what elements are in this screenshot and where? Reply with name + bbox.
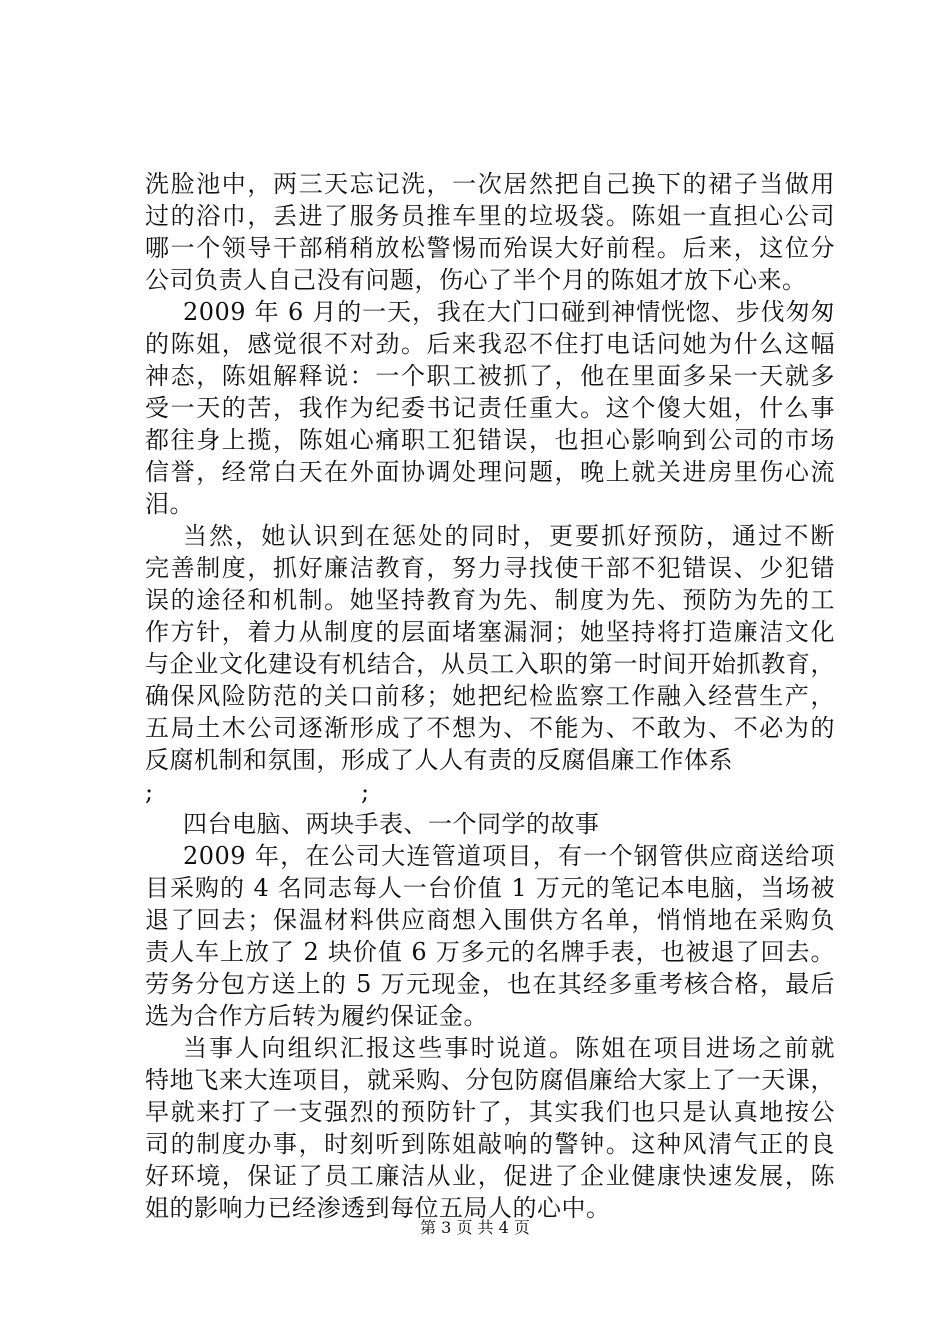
- paragraph-line: 好环境，保证了员工廉洁从业，促进了企业健康快速发展，陈: [145, 1162, 835, 1190]
- trailing-semicolons: [145, 776, 835, 808]
- document-body: [145, 168, 835, 1224]
- paragraph-line: 受一天的苦，我作为纪委书记责任重大。这个傻大姐，什么事: [145, 394, 835, 422]
- paragraph-line: 公司负责人自己没有问题，伤心了半个月的陈姐才放下心来。: [145, 266, 807, 294]
- semicolon-mark: ;: [145, 778, 154, 806]
- paragraph: [145, 296, 835, 520]
- paragraph: [145, 808, 835, 840]
- page-footer: 第 3 页 共 4 页: [420, 1218, 530, 1237]
- paragraph-line: 与企业文化建设有机结合，从员工入职的第一时间开始抓教育，: [145, 650, 835, 678]
- paragraph-line: 劳务分包方送上的 5 万元现金，也在其经多重考核合格，最后: [145, 970, 835, 998]
- paragraph-line: 泪。: [145, 490, 194, 518]
- paragraph-line: 退了回去；保温材料供应商想入围供方名单，悄悄地在采购负: [145, 906, 835, 934]
- paragraph-line: 神态，陈姐解释说：一个职工被抓了，他在里面多呆一天就多: [145, 362, 835, 390]
- paragraph-line: 的陈姐，感觉很不对劲。后来我忍不住打电话问她为什么这幅: [145, 330, 835, 358]
- paragraph-line: 选为合作方后转为履约保证金。: [145, 1002, 488, 1030]
- paragraph-line: 姐的影响力已经渗透到每位五局人的心中。: [145, 1194, 611, 1222]
- paragraph-line: 信誉，经常白天在外面协调处理问题，晚上就关进房里伤心流: [145, 458, 835, 486]
- paragraph-line: 都往身上揽，陈姐心痛职工犯错误，也担心影响到公司的市场: [145, 426, 835, 454]
- paragraph: [145, 1032, 835, 1224]
- paragraph-line: 洗脸池中，两三天忘记洗，一次居然把自己换下的裙子当做用: [145, 170, 835, 198]
- paragraph-line: 早就来打了一支强烈的预防针了，其实我们也只是认真地按公: [145, 1098, 835, 1126]
- paragraph-line: 哪一个领导干部稍稍放松警惕而殆误大好前程。后来，这位分: [145, 234, 835, 262]
- semicolon-mark: ;: [361, 778, 370, 806]
- paragraph-line: 作方针，着力从制度的层面堵塞漏洞；她坚持将打造廉洁文化: [145, 618, 835, 646]
- paragraph-line: 五局土木公司逐渐形成了不想为、不能为、不敢为、不必为的: [145, 714, 835, 742]
- paragraph: [145, 168, 835, 296]
- paragraph-line: 过的浴巾，丢进了服务员推车里的垃圾袋。陈姐一直担心公司: [145, 202, 835, 230]
- paragraph-line: 当事人向组织汇报这些事时说道。陈姐在项目进场之前就: [183, 1034, 835, 1062]
- paragraph: [145, 840, 835, 1032]
- paragraph: [145, 520, 835, 808]
- paragraph-line: 确保风险防范的关口前移；她把纪检监察工作融入经营生产，: [145, 682, 835, 710]
- paragraph-line: 误的途径和机制。她坚持教育为先、制度为先、预防为先的工: [145, 586, 835, 614]
- paragraph-line: 完善制度，抓好廉洁教育，努力寻找使干部不犯错误、少犯错: [145, 554, 835, 582]
- paragraph-line: 2009 年，在公司大连管道项目，有一个钢管供应商送给项: [183, 842, 835, 870]
- paragraph-line: 特地飞来大连项目，就采购、分包防腐倡廉给大家上了一天课，: [145, 1066, 835, 1094]
- paragraph-line: 反腐机制和氛围，形成了人人有责的反腐倡廉工作体系: [145, 746, 733, 774]
- paragraph-line: 四台电脑、两块手表、一个同学的故事: [183, 810, 600, 838]
- paragraph-line: 司的制度办事，时刻听到陈姐敲响的警钟。这种风清气正的良: [145, 1130, 835, 1158]
- paragraph-line: 2009 年 6 月的一天，我在大门口碰到神情恍惚、步伐匆匆: [183, 298, 835, 326]
- paragraph-line: 目采购的 4 名同志每人一台价值 1 万元的笔记本电脑，当场被: [145, 874, 835, 902]
- paragraph-line: 当然，她认识到在惩处的同时，更要抓好预防，通过不断: [183, 522, 835, 550]
- paragraph-line: 责人车上放了 2 块价值 6 万多元的名牌手表，也被退了回去。: [145, 938, 835, 966]
